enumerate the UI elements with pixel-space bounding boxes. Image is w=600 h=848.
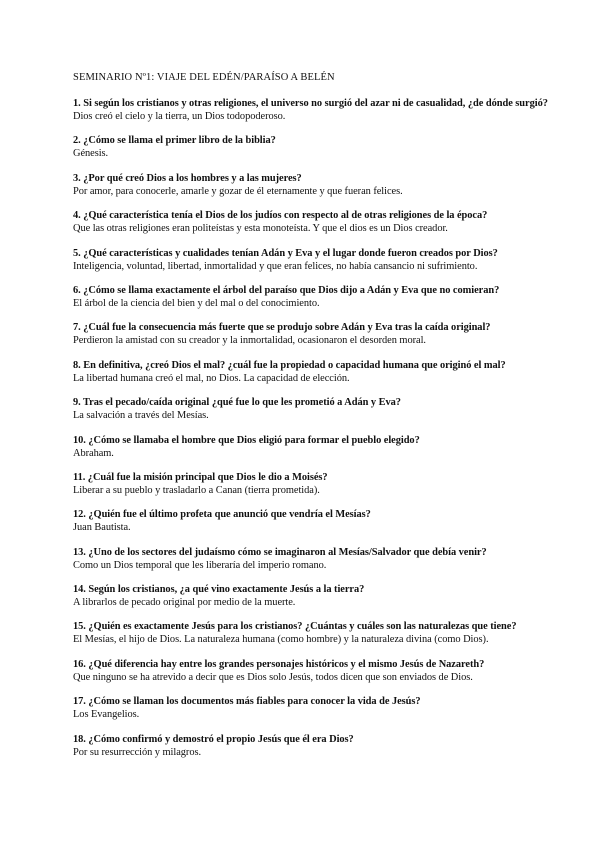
answer: Inteligencia, voluntad, libertad, inmortalidad y que eran felices, no había cansancio ni sufrimiento. — [73, 260, 478, 272]
qa-item-11 — [73, 471, 553, 508]
question: 5. ¿Qué características y cualidades tenían Adán y Eva y el lugar donde fueron creados por Dios? — [73, 247, 498, 259]
question: 13. ¿Uno de los sectores del judaísmo cómo se imaginaron al Mesías/Salvador que debía venir? — [73, 546, 487, 558]
qa-item-15 — [73, 620, 553, 657]
page-title: SEMINARIO Nº1: VIAJE DEL EDÉN/PARAÍSO A BELÉN — [73, 72, 335, 83]
question: 2. ¿Cómo se llama el primer libro de la biblia? — [73, 135, 276, 147]
question: 12. ¿Quién fue el último profeta que anunció que vendría el Mesías? — [73, 509, 371, 521]
question: 9. Tras el pecado/caída original ¿qué fue lo que les prometió a Adán y Eva? — [73, 397, 401, 409]
question: 7. ¿Cuál fue la consecuencia más fuerte que se produjo sobre Adán y Eva tras la caída original? — [73, 322, 491, 334]
answer: Por amor, para conocerle, amarle y gozar de él eternamente y que fueran felices. — [73, 185, 403, 197]
qa-item-9 — [73, 396, 553, 433]
qa-item-5 — [73, 247, 553, 284]
question: 11. ¿Cuál fue la misión principal que Dios le dio a Moisés? — [73, 471, 328, 483]
answer: Como un Dios temporal que les liberaría del imperio romano. — [73, 559, 327, 571]
answer: Que las otras religiones eran politeístas y esta monoteísta. Y que el dios es un Dios creador. — [73, 223, 448, 235]
answer: El árbol de la ciencia del bien y del mal o del conocimiento. — [73, 297, 320, 309]
answer: Abraham. — [73, 447, 114, 459]
answer: Por su resurrección y milagros. — [73, 746, 202, 758]
answer: La salvación a través del Mesías. — [73, 410, 209, 422]
qa-item-18 — [73, 733, 553, 770]
question: 8. En definitiva, ¿creó Dios el mal? ¿cuál fue la propiedad o capacidad humana que originó el mal? — [73, 359, 506, 371]
question: 4. ¿Qué característica tenía el Dios de los judíos con respecto al de otras religiones de la época? — [73, 210, 488, 222]
question-list — [73, 97, 553, 770]
question: 17. ¿Cómo se llaman los documentos más fiables para conocer la vida de Jesús? — [73, 696, 421, 708]
qa-item-6 — [73, 284, 553, 321]
qa-item-3 — [73, 172, 553, 209]
question: 6. ¿Cómo se llama exactamente el árbol del paraíso que Dios dijo a Adán y Eva que no comieran? — [73, 284, 500, 296]
qa-item-16 — [73, 658, 553, 695]
question: 14. Según los cristianos, ¿a qué vino exactamente Jesús a la tierra? — [73, 584, 365, 596]
question: 18. ¿Cómo confirmó y demostró el propio Jesús que él era Dios? — [73, 733, 354, 745]
qa-item-10 — [73, 434, 553, 471]
question: 10. ¿Cómo se llamaba el hombre que Dios eligió para formar el pueblo elegido? — [73, 434, 420, 446]
qa-item-2 — [73, 134, 553, 171]
answer: Dios creó el cielo y la tierra, un Dios todopoderoso. — [73, 111, 286, 122]
answer: Que ninguno se ha atrevido a decir que es Dios solo Jesús, todos dicen que son enviados de Dios. — [73, 671, 473, 683]
qa-item-8 — [73, 359, 553, 396]
qa-item-12 — [73, 508, 553, 545]
question: 16. ¿Qué diferencia hay entre los grandes personajes históricos y el mismo Jesús de Nazareth? — [73, 658, 485, 670]
qa-item-7 — [73, 321, 553, 358]
answer: Juan Bautista. — [73, 522, 131, 534]
answer: La libertad humana creó el mal, no Dios. La capacidad de elección. — [73, 372, 350, 384]
qa-item-13 — [73, 546, 553, 583]
qa-item-14 — [73, 583, 553, 620]
question: 15. ¿Quién es exactamente Jesús para los cristianos? ¿Cuántas y cuáles son las naturalezas que tiene? — [73, 621, 517, 633]
question: 3. ¿Por qué creó Dios a los hombres y a las mujeres? — [73, 172, 302, 184]
answer: El Mesías, el hijo de Dios. La naturaleza humana (como hombre) y la naturaleza divina (como Dios). — [73, 634, 489, 646]
answer: Liberar a su pueblo y trasladarlo a Canan (tierra prometida). — [73, 484, 320, 496]
answer: Perdieron la amistad con su creador y la inmortalidad, ocasionaron el desorden moral. — [73, 335, 426, 347]
answer: Génesis. — [73, 148, 109, 160]
answer: A librarlos de pecado original por medio de la muerte. — [73, 597, 296, 609]
qa-item-4 — [73, 209, 553, 246]
qa-item-1 — [73, 97, 553, 134]
question: 1. Si según los cristianos y otras religiones, el universo no surgió del azar ni de casualidad, ¿de dónde surgió? — [73, 98, 548, 109]
qa-item-17 — [73, 695, 553, 732]
answer: Los Evangelios. — [73, 709, 140, 721]
